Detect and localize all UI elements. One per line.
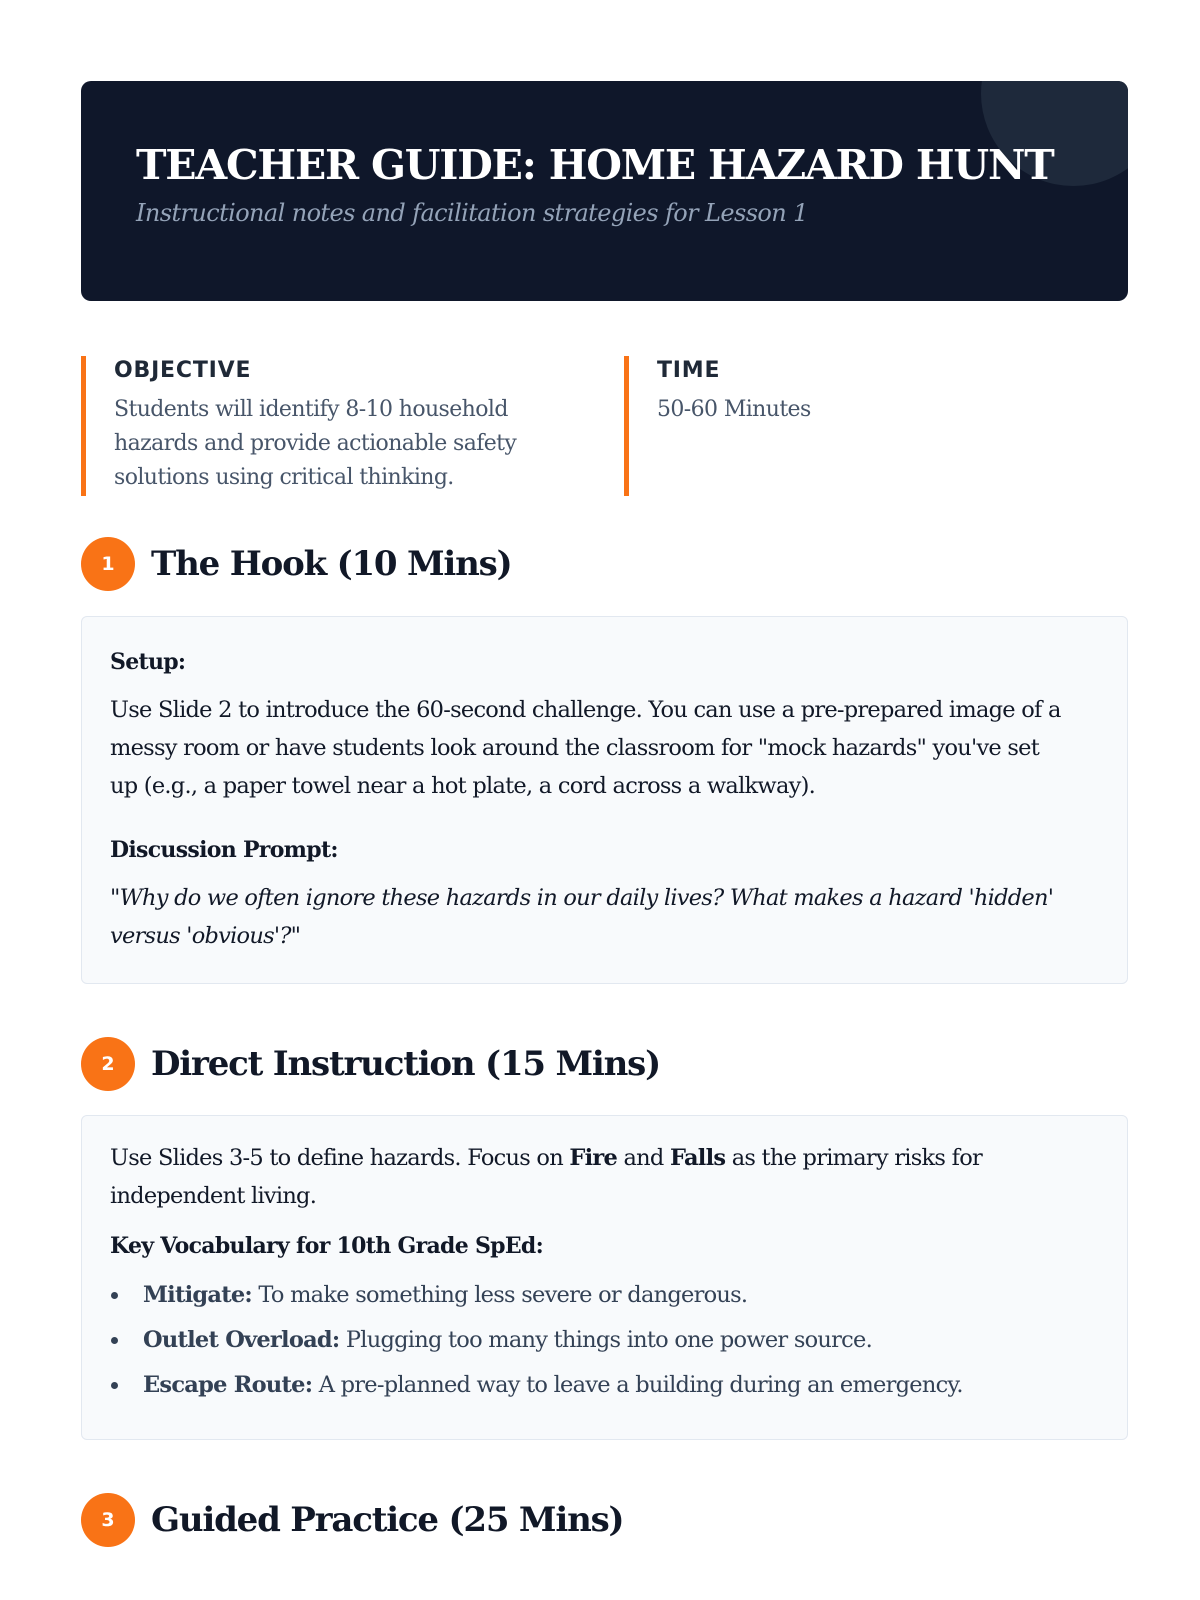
discussion-prompt-text bbox=[110, 879, 1099, 955]
vocabulary-term: Mitigate: bbox=[143, 1282, 252, 1308]
setup-line: up (e.g., a paper towel near a hot plate, a cord across a walkway). bbox=[110, 773, 815, 799]
section-title: The Hook (10 Mins) bbox=[151, 544, 512, 584]
hook-card bbox=[81, 616, 1128, 984]
vocabulary-label: Key Vocabulary for 10th Grade SpEd: bbox=[110, 1233, 544, 1259]
setup-line: messy room or have students look around the classroom for "mock hazards" you've set bbox=[110, 735, 1040, 761]
vocabulary-item bbox=[110, 1318, 1099, 1363]
section-number-badge: 3 bbox=[81, 1493, 135, 1547]
page-subtitle: Instructional notes and facilitation strategies for Lesson 1 bbox=[136, 199, 808, 227]
instruction-keyword-fire: Fire bbox=[569, 1145, 618, 1171]
vocabulary-term: Escape Route: bbox=[143, 1372, 313, 1398]
time-value: 50-60 Minutes bbox=[657, 397, 811, 422]
instruction-line bbox=[110, 1139, 1099, 1177]
header-banner bbox=[81, 81, 1128, 301]
time-block bbox=[624, 356, 1104, 496]
objective-line: Students will identify 8-10 household bbox=[114, 397, 508, 422]
time-label: TIME bbox=[657, 358, 721, 383]
page-title: TEACHER GUIDE: HOME HAZARD HUNT bbox=[136, 141, 1054, 189]
vocabulary-list bbox=[110, 1273, 1099, 1408]
setup-line: Use Slide 2 to introduce the 60-second challenge. You can use a pre-prepared image of a bbox=[110, 697, 1061, 723]
instruction-text-part: Use Slides 3-5 to define hazards. Focus on bbox=[110, 1145, 570, 1171]
objective-line: solutions using critical thinking. bbox=[114, 465, 454, 490]
instruction-text bbox=[110, 1139, 1099, 1215]
vocabulary-item bbox=[110, 1273, 1099, 1318]
setup-label: Setup: bbox=[110, 649, 186, 675]
section-header-guided-practice bbox=[81, 1493, 623, 1547]
vocabulary-definition: A pre-planned way to leave a building during an emergency. bbox=[312, 1372, 963, 1398]
section-title: Guided Practice (25 Mins) bbox=[151, 1500, 624, 1540]
section-title: Direct Instruction (15 Mins) bbox=[151, 1044, 660, 1084]
objective-block bbox=[81, 356, 601, 496]
objective-label: OBJECTIVE bbox=[114, 358, 252, 383]
teacher-guide-page bbox=[81, 81, 1128, 1540]
prompt-line: "Why do we often ignore these hazards in our daily lives? What makes a hazard 'hidden' bbox=[110, 885, 1054, 911]
section-number-badge: 2 bbox=[81, 1037, 135, 1091]
instruction-text-part: and bbox=[617, 1145, 670, 1171]
section-number-badge: 1 bbox=[81, 537, 135, 591]
instruction-text-part: as the primary risks for bbox=[725, 1145, 982, 1171]
instruction-keyword-falls: Falls bbox=[669, 1145, 726, 1171]
prompt-line: versus 'obvious'?" bbox=[110, 923, 301, 949]
section-header-direct-instruction bbox=[81, 1037, 660, 1091]
vocabulary-definition: Plugging too many things into one power source. bbox=[339, 1327, 872, 1353]
objective-text bbox=[114, 393, 601, 495]
section-header-hook bbox=[81, 537, 512, 591]
objective-line: hazards and provide actionable safety bbox=[114, 431, 517, 456]
setup-text bbox=[110, 691, 1099, 805]
vocabulary-definition: To make something less severe or dangerous. bbox=[251, 1282, 748, 1308]
direct-instruction-card bbox=[81, 1115, 1128, 1440]
instruction-line: independent living. bbox=[110, 1183, 317, 1209]
vocabulary-item bbox=[110, 1363, 1099, 1408]
vocabulary-term: Outlet Overload: bbox=[143, 1327, 340, 1353]
discussion-prompt-label: Discussion Prompt: bbox=[110, 837, 338, 863]
lesson-meta bbox=[81, 356, 1128, 496]
